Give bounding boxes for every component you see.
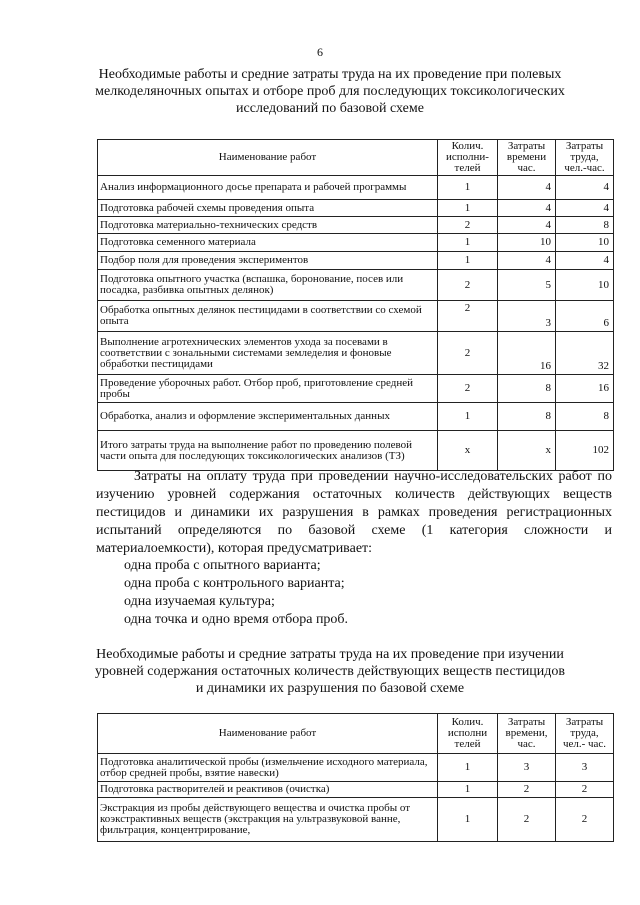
cell-name: Обработка, анализ и оформление экспериментальных данных [98, 403, 438, 431]
cell-count: 1 [438, 234, 498, 252]
cell-labor: 4 [556, 200, 614, 217]
cell-name: Подготовка рабочей схемы проведения опыта [98, 200, 438, 217]
header-count: Колич. исполни телей [438, 714, 498, 754]
section1-title-line: исследований по базовой схеме [236, 101, 424, 116]
body-paragraph: Затраты на оплату труда при проведении научно-исследовательских работ по изучению уровней содержания остаточных количеств действующих веществ пестицидов и динамики их разрушения в рамках проведения регистрационных испытаний определяются по базовой схеме (1 категория сложности и материалоемкости), которая предусматривает: [96, 469, 612, 556]
cell-name: Проведение уборочных работ. Отбор проб, приготовление средней пробы [98, 375, 438, 403]
header-time: Затраты времени час. [498, 140, 556, 176]
list-item: одна точка и одно время отбора проб. [124, 612, 349, 627]
cell-labor: 8 [556, 403, 614, 431]
section1-title-line: мелкоделяночных опытах и отборе проб для последующих токсикологических [95, 84, 565, 99]
cell-time: 8 [498, 403, 556, 431]
table-row [98, 252, 614, 270]
cell-labor: 10 [556, 270, 614, 301]
table-row-total [98, 431, 614, 471]
cell-count: 1 [438, 252, 498, 270]
cell-count: 1 [438, 403, 498, 431]
cell-count: 2 [438, 217, 498, 234]
cell-name: Подбор поля для проведения экспериментов [98, 252, 438, 270]
cell-time: 2 [498, 782, 556, 798]
header-count: Колич. исполни- телей [438, 140, 498, 176]
cell-labor: 10 [556, 234, 614, 252]
cell-count: 1 [438, 798, 498, 842]
header-time: Затраты времени, час. [498, 714, 556, 754]
table-row [98, 234, 614, 252]
cell-name: Экстракция из пробы действующего вещества и очистка пробы от коэкстрактивных веществ (экстракция на ультразвуковой ванне, фильтрация, концентрирование, [98, 798, 438, 842]
cell-count: 1 [438, 200, 498, 217]
table-row [98, 798, 614, 842]
cell-count: 2 [438, 301, 498, 332]
section2-title-line: и динамики их разрушения по базовой схеме [195, 681, 465, 696]
cell-labor: 4 [556, 176, 614, 200]
list-item: одна проба с контрольного варианта; [124, 576, 345, 591]
cell-count: 1 [438, 754, 498, 782]
requirements-list [124, 557, 348, 629]
cell-time: 5 [498, 270, 556, 301]
cell-time: 2 [498, 798, 556, 842]
section2-table [97, 713, 614, 842]
cell-time: 4 [498, 217, 556, 234]
table-row [98, 217, 614, 234]
cell-labor: 8 [556, 217, 614, 234]
table-row [98, 332, 614, 375]
cell-time: 3 [498, 301, 556, 332]
table-row [98, 270, 614, 301]
cell-count: 2 [438, 270, 498, 301]
cell-time: 4 [498, 200, 556, 217]
cell-name: Подготовка материально-технических средств [98, 217, 438, 234]
cell-count: 2 [438, 375, 498, 403]
cell-count: 1 [438, 176, 498, 200]
cell-labor: 2 [556, 782, 614, 798]
section2-title-line: Необходимые работы и средние затраты труда на их проведение при изучении [96, 647, 564, 662]
table-row [98, 375, 614, 403]
list-item: одна изучаемая культура; [124, 594, 275, 609]
table-row [98, 782, 614, 798]
cell-labor: 3 [556, 754, 614, 782]
cell-time: 10 [498, 234, 556, 252]
table-header-row [98, 714, 614, 754]
cell-labor: 4 [556, 252, 614, 270]
cell-time: 4 [498, 252, 556, 270]
cell-time: x [498, 431, 556, 471]
cell-name: Итого затраты труда на выполнение работ по проведению полевой части опыта для последующих токсикологических анализов (ТЗ) [98, 431, 438, 471]
table-row [98, 301, 614, 332]
header-name: Наименование работ [98, 140, 438, 176]
cell-time: 16 [498, 332, 556, 375]
cell-count: 2 [438, 332, 498, 375]
cell-time: 3 [498, 754, 556, 782]
cell-name: Анализ информационного досье препарата и рабочей программы [98, 176, 438, 200]
cell-name: Подготовка аналитической пробы (измельчение исходного материала, отбор средней пробы, взятие навески) [98, 754, 438, 782]
cell-time: 8 [498, 375, 556, 403]
cell-labor: 102 [556, 431, 614, 471]
cell-name: Подготовка растворителей и реактивов (очистка) [98, 782, 438, 798]
cell-labor: 32 [556, 332, 614, 375]
cell-name: Подготовка опытного участка (вспашка, боронование, посев или посадка, разбивка опытных делянок) [98, 270, 438, 301]
section1-table [97, 139, 614, 471]
cell-name: Выполнение агротехнических элементов ухода за посевами в соответствии с зональными системами земледелия и фоновые обработки пестицидами [98, 332, 438, 375]
section1-title [80, 66, 580, 117]
section2-title [80, 646, 580, 697]
cell-count: 1 [438, 782, 498, 798]
list-item: одна проба с опытного варианта; [124, 558, 321, 573]
table-row [98, 200, 614, 217]
header-name: Наименование работ [98, 714, 438, 754]
cell-name: Обработка опытных делянок пестицидами в соответствии со схемой опыта [98, 301, 438, 332]
page-number: 6 [317, 45, 323, 59]
cell-labor: 6 [556, 301, 614, 332]
header-labor: Затраты труда, чел.-час. [556, 140, 614, 176]
table-row [98, 754, 614, 782]
cell-count: x [438, 431, 498, 471]
table-header-row [98, 140, 614, 176]
table-row [98, 403, 614, 431]
cell-labor: 16 [556, 375, 614, 403]
section1-title-line: Необходимые работы и средние затраты труда на их проведение при полевых [98, 67, 562, 82]
table-row [98, 176, 614, 200]
section2-title-line: уровней содержания остаточных количеств действующих веществ пестицидов [94, 664, 566, 679]
cell-time: 4 [498, 176, 556, 200]
cell-labor: 2 [556, 798, 614, 842]
cell-name: Подготовка семенного материала [98, 234, 438, 252]
header-labor: Затраты труда, чел.- час. [556, 714, 614, 754]
